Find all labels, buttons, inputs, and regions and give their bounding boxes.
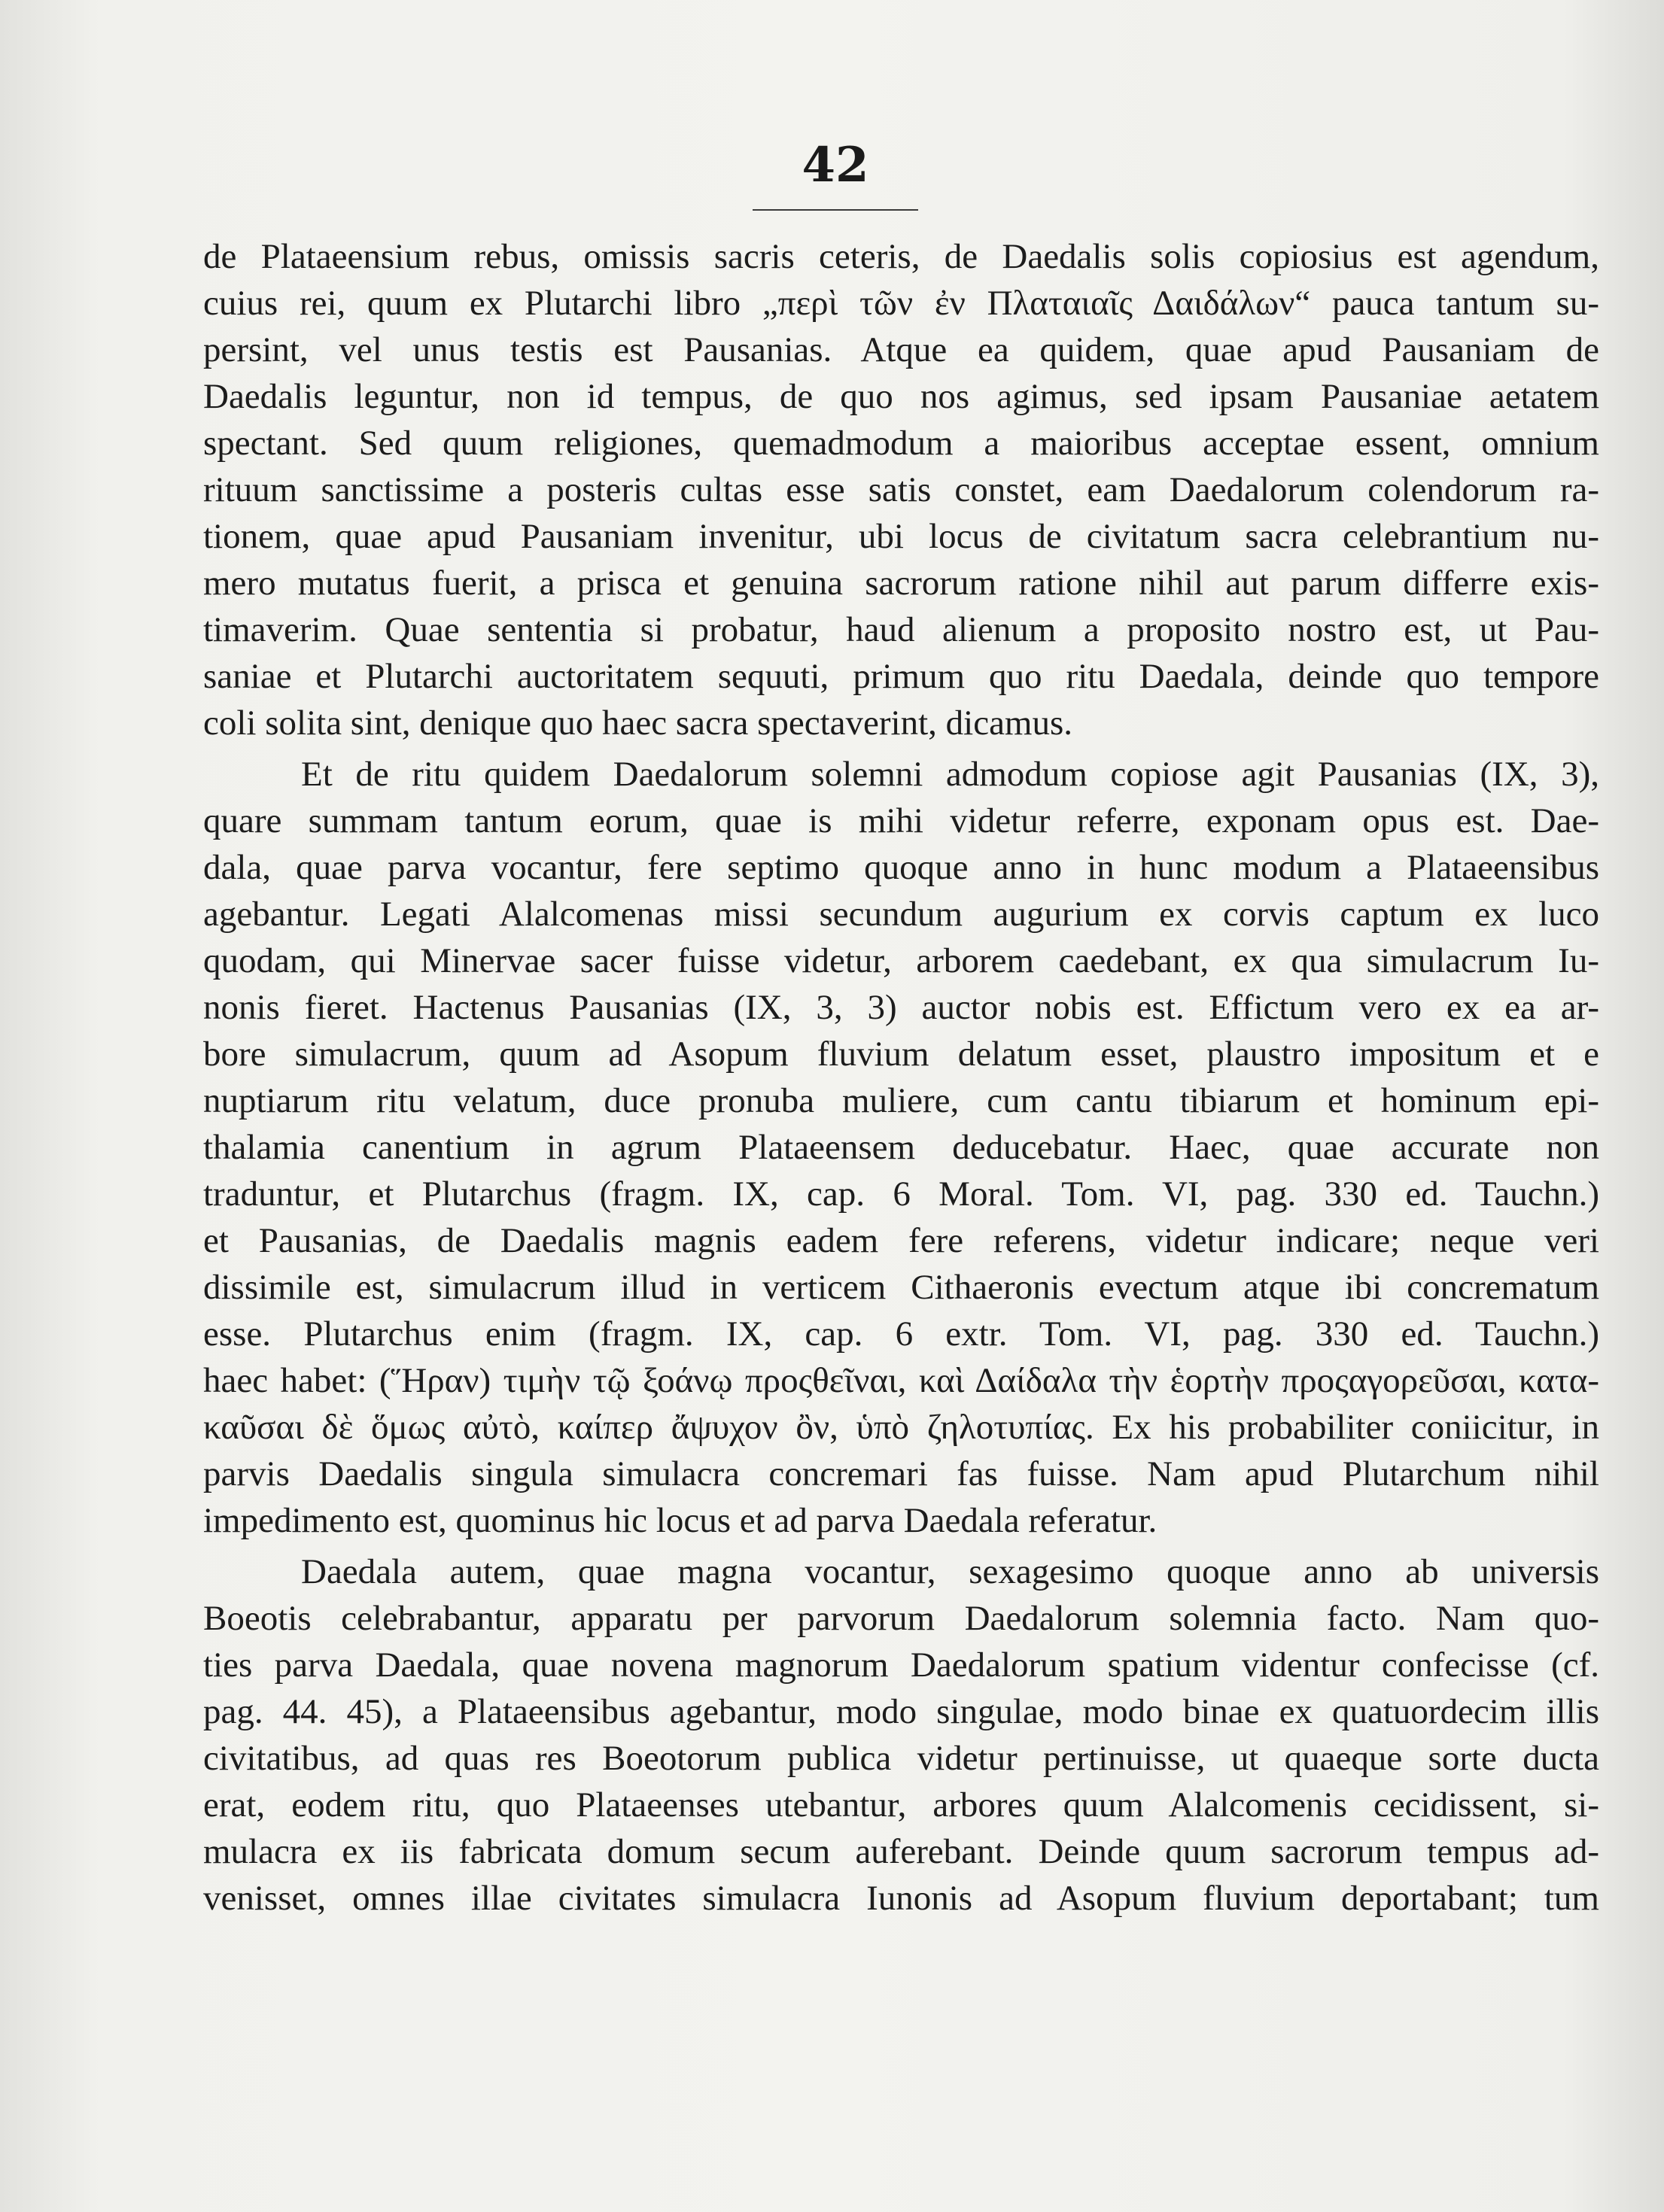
text-line: haec habet: (Ἥραν) τιμὴν τῷ ξοάνῳ προςθεῖναι, καὶ Δαίδαλα τὴν ἑορτὴν προςαγορεῦσαι, κατα- <box>203 1361 1599 1400</box>
text-line: agebantur. Legati Alalcomenas missi secundum augurium ex corvis captum ex luco <box>203 895 1599 934</box>
text-line: nuptiarum ritu velatum, duce pronuba muliere, cum cantu tibiarum et hominum epi- <box>203 1081 1599 1120</box>
text-line: coli solita sint, denique quo haec sacra spectaverint, dicamus. <box>203 703 1073 743</box>
text-line: pag. 44. 45), a Plataeensibus agebantur, modo singulae, modo binae ex quatuordecim illis <box>203 1692 1599 1731</box>
text-line: timaverim. Quae sententia si probatur, haud alienum a proposito nostro est, ut Pau- <box>203 610 1599 649</box>
text-line: ties parva Daedala, quae novena magnorum Daedalorum spatium videntur confecisse (cf. <box>203 1645 1599 1685</box>
text-line: nonis fieret. Hactenus Pausanias (IX, 3, 3) auctor nobis est. Effictum vero ex ea ar- <box>203 988 1599 1027</box>
text-line: καῦσαι δὲ ὅμως αὐτὸ, καίπερ ἄψυχον ὂν, ὑπὸ ζηλοτυπίας. Ex his probabiliter coniicitur, in <box>203 1408 1599 1447</box>
text-line: impedimento est, quominus hic locus et ad parva Daedala referatur. <box>203 1501 1157 1540</box>
text-line: Daedala autem, quae magna vocantur, sexagesimo quoque anno ab universis <box>301 1552 1599 1591</box>
text-line: thalamia canentium in agrum Plataeensem deducebatur. Haec, quae accurate non <box>203 1128 1599 1167</box>
paragraph-2 <box>203 751 1599 1544</box>
text-line: de Plataeensium rebus, omissis sacris ceteris, de Daedalis solis copiosius est agendum, <box>203 237 1599 276</box>
text-line: tionem, quae apud Pausaniam invenitur, ubi locus de civitatum sacra celebrantium nu- <box>203 517 1599 556</box>
text-line: quare summam tantum eorum, quae is mihi videtur referre, exponam opus est. Dae- <box>203 801 1599 840</box>
text-line: parvis Daedalis singula simulacra concremari fas fuisse. Nam apud Plutarchum nihil <box>203 1454 1599 1493</box>
text-line: et Pausanias, de Daedalis magnis eadem fere referens, videtur indicare; neque veri <box>203 1221 1599 1260</box>
text-line: persint, vel unus testis est Pausanias. Atque ea quidem, quae apud Pausaniam de <box>203 330 1599 369</box>
text-line: venisset, omnes illae civitates simulacra Iunonis ad Asopum fluvium deportabant; tum <box>203 1879 1599 1918</box>
text-line: dissimile est, simulacrum illud in verticem Cithaeronis evectum atque ibi concrematum <box>203 1268 1599 1307</box>
page-number-rule <box>753 209 918 211</box>
text-line: mero mutatus fuerit, a prisca et genuina sacrorum ratione nihil aut parum differre exis- <box>203 564 1599 603</box>
text-line: saniae et Plutarchi auctoritatem sequuti, primum quo ritu Daedala, deinde quo tempore <box>203 657 1599 696</box>
text-line: Daedalis leguntur, non id tempus, de quo nos agimus, sed ipsam Pausaniae aetatem <box>203 377 1599 416</box>
text-line: mulacra ex iis fabricata domum secum auferebant. Deinde quum sacrorum tempus ad- <box>203 1832 1599 1871</box>
text-line: quodam, qui Minervae sacer fuisse videtur, arborem caedebant, ex qua simulacrum Iu- <box>203 941 1599 980</box>
paragraph-1 <box>203 233 1599 746</box>
text-line: dala, quae parva vocantur, fere septimo quoque anno in hunc modum a Plataeensibus <box>203 848 1599 887</box>
text-line: traduntur, et Plutarchus (fragm. IX, cap. 6 Moral. Tom. VI, pag. 330 ed. Tauchn.) <box>203 1174 1599 1214</box>
paragraph-3 <box>203 1548 1599 1922</box>
body-text <box>203 233 1599 1922</box>
page-number: 42 <box>802 137 869 193</box>
text-line: esse. Plutarchus enim (fragm. IX, cap. 6 extr. Tom. VI, pag. 330 ed. Tauchn.) <box>203 1314 1599 1354</box>
text-line: bore simulacrum, quum ad Asopum fluvium delatum esset, plaustro impositum et e <box>203 1035 1599 1074</box>
text-line: Et de ritu quidem Daedalorum solemni admodum copiose agit Pausanias (IX, 3), <box>301 755 1599 794</box>
text-line: erat, eodem ritu, quo Plataeenses utebantur, arbores quum Alalcomenis cecidissent, si- <box>203 1785 1599 1825</box>
text-line: civitatibus, ad quas res Boeotorum publica videtur pertinuisse, ut quaeque sorte ducta <box>203 1739 1599 1778</box>
text-line: Boeotis celebrabantur, apparatu per parvorum Daedalorum solemnia facto. Nam quo- <box>203 1599 1599 1638</box>
text-line: cuius rei, quum ex Plutarchi libro „περὶ τῶν ἐν Πλαταιαῖς Δαιδάλων“ pauca tantum su- <box>203 284 1599 323</box>
text-line: rituum sanctissime a posteris cultas esse satis constet, eam Daedalorum colendorum ra- <box>203 470 1599 509</box>
text-line: spectant. Sed quum religiones, quemadmodum a maioribus acceptae essent, omnium <box>203 424 1599 463</box>
